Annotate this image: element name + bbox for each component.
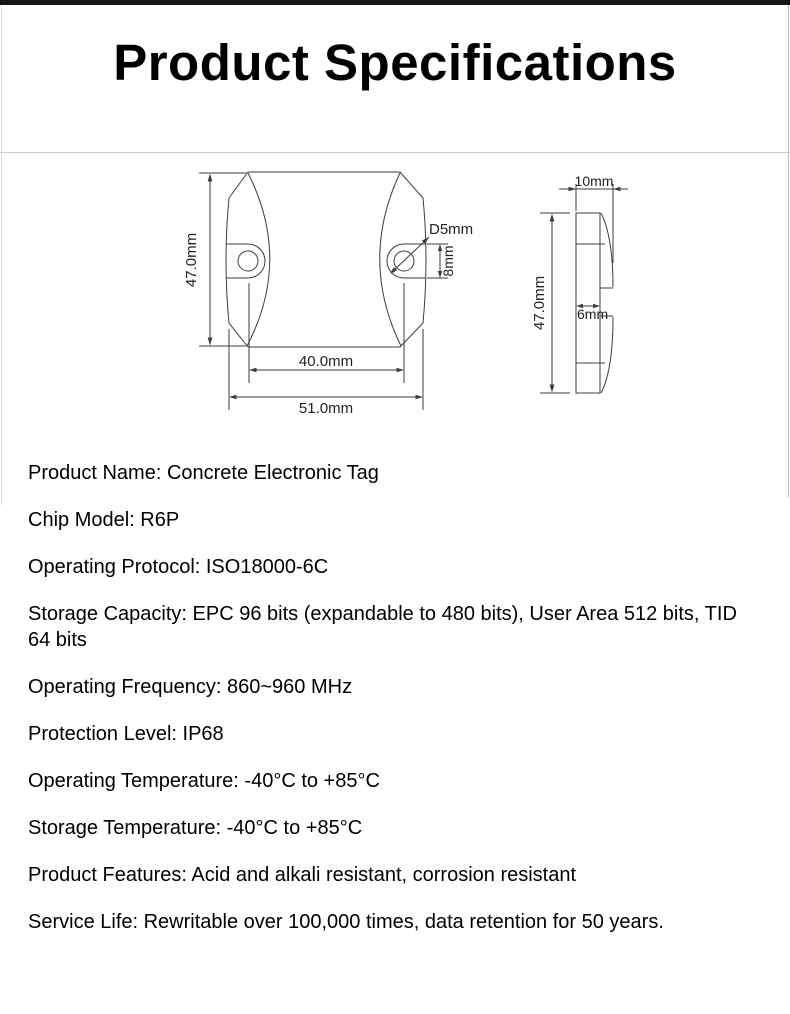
tag-body-outline xyxy=(226,172,426,347)
spec-item-operating-protocol: Operating Protocol: ISO18000-6C xyxy=(28,556,329,578)
dome-edge-right xyxy=(380,173,401,346)
ear-height-dimension xyxy=(427,244,456,278)
side-view xyxy=(531,173,628,393)
top-border-bar xyxy=(0,0,790,5)
side-dome-lower xyxy=(600,316,613,393)
base-thickness-dim-label: 6mm xyxy=(577,306,609,322)
side-height-dimension xyxy=(531,213,570,393)
spec-item-product-features: Product Features: Acid and alkali resistant, corrosion resistant xyxy=(28,864,577,886)
spec-item-chip-model: Chip Model: R6P xyxy=(28,509,180,531)
spec-list xyxy=(28,460,764,956)
left-mounting-hole xyxy=(238,251,258,271)
overall-width-dim-label: 51.0mm xyxy=(298,400,354,417)
front-height-dimension xyxy=(183,173,246,346)
spec-item-operating-temperature: Operating Temperature: -40°C to +85°C xyxy=(28,770,380,792)
spec-item-storage-temperature: Storage Temperature: -40°C to +85°C xyxy=(28,817,363,839)
front-height-dim-label: 47.0mm xyxy=(183,232,200,288)
side-plate-outline xyxy=(576,213,600,393)
left-ear-outline xyxy=(227,244,266,278)
spec-item-storage-capacity: Storage Capacity: EPC 96 bits (expandable to 480 bits), User Area 512 bits, TID 64 bits xyxy=(28,603,737,651)
front-view xyxy=(183,172,473,417)
right-ear-outline xyxy=(387,244,426,278)
side-plate-section-lines xyxy=(576,244,605,363)
total-thickness-dim-label: 10mm xyxy=(574,173,614,189)
hole-diameter-callout xyxy=(390,221,474,277)
page-title: Product Specifications xyxy=(113,34,677,91)
spec-item-product-name: Product Name: Concrete Electronic Tag xyxy=(28,462,379,484)
side-dome-upper xyxy=(600,213,613,288)
hole-diameter-label: D5mm xyxy=(429,221,474,238)
total-thickness-dimension xyxy=(559,173,628,263)
side-height-dim-label: 47.0mm xyxy=(531,275,548,331)
hole-spacing-dim-label: 40.0mm xyxy=(298,353,354,370)
base-thickness-dimension xyxy=(576,304,608,322)
ear-height-dim-label: 8mm xyxy=(440,245,456,277)
spec-item-operating-frequency: Operating Frequency: 860~960 MHz xyxy=(28,676,353,698)
spec-item-service-life: Service Life: Rewritable over 100,000 times, data retention for 50 years. xyxy=(28,911,664,933)
overall-width-dimension xyxy=(229,329,423,417)
technical-drawing xyxy=(0,150,790,440)
hole-spacing-dimension xyxy=(249,283,404,383)
spec-item-protection-level: Protection Level: IP68 xyxy=(28,723,224,745)
